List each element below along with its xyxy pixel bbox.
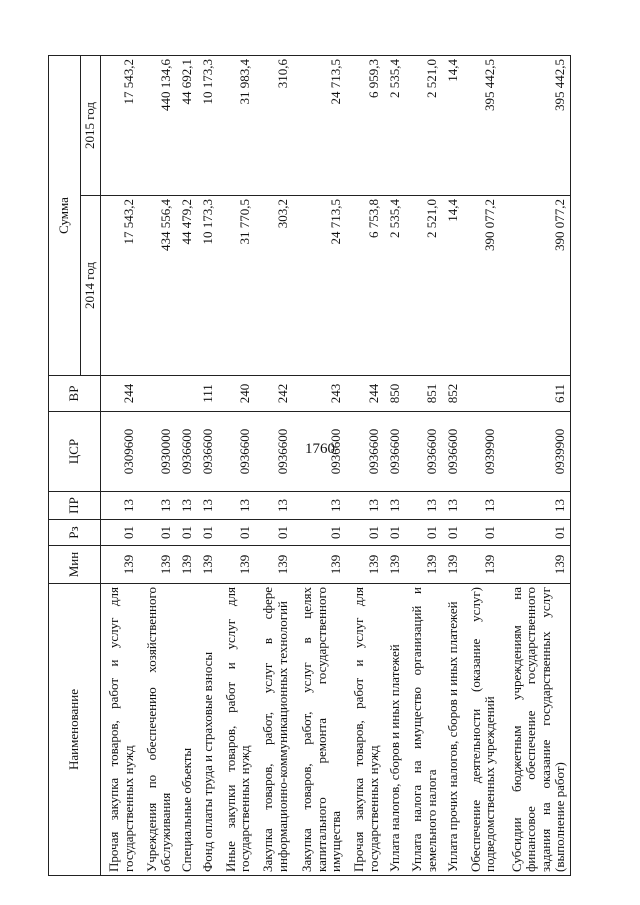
cell-rz: 01 xyxy=(101,520,139,546)
cell-name: Уплата прочих налогов, сборов и иных платежей xyxy=(441,584,462,876)
table-row xyxy=(500,56,571,876)
cell-2015: 24 713,5 xyxy=(292,56,346,196)
cell-csr: 0939900 xyxy=(462,412,499,492)
cell-2015: 395 442,5 xyxy=(500,56,571,196)
cell-vr: 244 xyxy=(346,376,383,412)
cell-pr: 13 xyxy=(197,492,218,520)
table-row xyxy=(383,56,404,876)
header-csr: ЦСР xyxy=(49,412,101,492)
cell-csr: 0939900 xyxy=(500,412,571,492)
cell-2015: 6 959,3 xyxy=(346,56,383,196)
cell-min: 139 xyxy=(218,546,255,584)
cell-2014: 6 753,8 xyxy=(346,196,383,376)
cell-vr: 244 xyxy=(101,376,139,412)
cell-2014: 17 543,2 xyxy=(101,196,139,376)
cell-csr: 0936600 xyxy=(176,412,197,492)
budget-table xyxy=(48,55,571,876)
rotated-table-container xyxy=(48,56,571,876)
cell-csr: 0936600 xyxy=(404,412,441,492)
header-2014: 2014 год xyxy=(81,196,101,376)
cell-min: 139 xyxy=(404,546,441,584)
table-row xyxy=(176,56,197,876)
header-2015: 2015 год xyxy=(81,56,101,196)
cell-rz: 01 xyxy=(462,520,499,546)
cell-rz: 01 xyxy=(404,520,441,546)
cell-csr: 0936600 xyxy=(346,412,383,492)
cell-name: Учреждения по обеспечению хозяйственного обслуживания xyxy=(138,584,175,876)
cell-rz: 01 xyxy=(500,520,571,546)
cell-pr: 13 xyxy=(346,492,383,520)
cell-rz: 01 xyxy=(138,520,175,546)
cell-2015: 31 983,4 xyxy=(218,56,255,196)
cell-2014: 24 713,5 xyxy=(292,196,346,376)
table-row xyxy=(138,56,175,876)
table-header xyxy=(49,56,101,876)
cell-2015: 310,6 xyxy=(255,56,292,196)
cell-vr: 852 xyxy=(441,376,462,412)
cell-2014: 14,4 xyxy=(441,196,462,376)
cell-min: 139 xyxy=(138,546,175,584)
cell-rz: 01 xyxy=(346,520,383,546)
cell-pr: 13 xyxy=(101,492,139,520)
cell-name: Уплата налога на имущество организаций и земельного налога xyxy=(404,584,441,876)
cell-pr: 13 xyxy=(383,492,404,520)
cell-2014: 10 173,3 xyxy=(197,196,218,376)
cell-2015: 2 535,4 xyxy=(383,56,404,196)
cell-2015: 44 692,1 xyxy=(176,56,197,196)
cell-min: 139 xyxy=(101,546,139,584)
cell-name: Прочая закупка товаров, работ и услуг для государственных нужд xyxy=(346,584,383,876)
cell-name: Закупка товаров, работ, услуг в сфере информационно-коммуникационных технологий xyxy=(255,584,292,876)
cell-min: 139 xyxy=(383,546,404,584)
table-row xyxy=(255,56,292,876)
cell-csr: 0936600 xyxy=(218,412,255,492)
cell-2014: 2 535,4 xyxy=(383,196,404,376)
table-body xyxy=(101,56,571,876)
cell-pr: 13 xyxy=(292,492,346,520)
cell-pr: 13 xyxy=(255,492,292,520)
table-row xyxy=(218,56,255,876)
cell-name: Субсидии бюджетным учреждениям на финансовое обеспечение государственного задания на оказание государственных услуг (выполнение работ) xyxy=(500,584,571,876)
cell-min: 139 xyxy=(500,546,571,584)
cell-pr: 13 xyxy=(441,492,462,520)
cell-pr: 13 xyxy=(218,492,255,520)
cell-csr: 0309600 xyxy=(101,412,139,492)
cell-name: Обеспечение деятельности (оказание услуг) подведомственных учреждений xyxy=(462,584,499,876)
cell-vr: 111 xyxy=(197,376,218,412)
cell-2015: 14,4 xyxy=(441,56,462,196)
page-number: 1760 xyxy=(305,441,335,457)
cell-name: Прочая закупка товаров, работ и услуг для государственных нужд xyxy=(101,584,139,876)
cell-min: 139 xyxy=(176,546,197,584)
header-vr: ВР xyxy=(49,376,101,412)
cell-2015: 395 442,5 xyxy=(462,56,499,196)
cell-vr: 242 xyxy=(255,376,292,412)
cell-2014: 390 077,2 xyxy=(462,196,499,376)
cell-rz: 01 xyxy=(176,520,197,546)
cell-vr: 851 xyxy=(404,376,441,412)
cell-vr xyxy=(462,376,499,412)
cell-2014: 303,2 xyxy=(255,196,292,376)
cell-vr xyxy=(176,376,197,412)
cell-vr: 240 xyxy=(218,376,255,412)
cell-min: 139 xyxy=(255,546,292,584)
cell-name: Иные закупки товаров, работ и услуг для государственных нужд xyxy=(218,584,255,876)
cell-name: Закупка товаров, работ, услуг в целях капитального ремонта государственного имущества xyxy=(292,584,346,876)
cell-pr: 13 xyxy=(176,492,197,520)
cell-2015: 10 173,3 xyxy=(197,56,218,196)
header-pr: ПР xyxy=(49,492,101,520)
cell-min: 139 xyxy=(197,546,218,584)
cell-name: Фонд оплаты труда и страховые взносы xyxy=(197,584,218,876)
cell-min: 139 xyxy=(441,546,462,584)
cell-2015: 2 521,0 xyxy=(404,56,441,196)
cell-2014: 434 556,4 xyxy=(138,196,175,376)
cell-rz: 01 xyxy=(292,520,346,546)
table-row xyxy=(101,56,139,876)
cell-2015: 440 134,6 xyxy=(138,56,175,196)
table-row xyxy=(404,56,441,876)
cell-vr: 850 xyxy=(383,376,404,412)
cell-2014: 44 479,2 xyxy=(176,196,197,376)
cell-pr: 13 xyxy=(138,492,175,520)
cell-csr: 0936600 xyxy=(292,412,346,492)
cell-csr: 0936600 xyxy=(441,412,462,492)
cell-rz: 01 xyxy=(255,520,292,546)
cell-rz: 01 xyxy=(441,520,462,546)
header-sum: Сумма xyxy=(49,56,81,376)
cell-min: 139 xyxy=(346,546,383,584)
cell-pr: 13 xyxy=(404,492,441,520)
cell-2014: 390 077,2 xyxy=(500,196,571,376)
cell-2014: 2 521,0 xyxy=(404,196,441,376)
cell-2015: 17 543,2 xyxy=(101,56,139,196)
cell-min: 139 xyxy=(292,546,346,584)
cell-min: 139 xyxy=(462,546,499,584)
table-row xyxy=(346,56,383,876)
cell-rz: 01 xyxy=(197,520,218,546)
cell-name: Специальные объекты xyxy=(176,584,197,876)
header-rz: Рз xyxy=(49,520,101,546)
table-row xyxy=(292,56,346,876)
table-row xyxy=(462,56,499,876)
cell-csr: 0936600 xyxy=(255,412,292,492)
cell-pr: 13 xyxy=(500,492,571,520)
header-name: Наименование xyxy=(49,584,101,876)
cell-vr: 243 xyxy=(292,376,346,412)
cell-csr: 0936600 xyxy=(383,412,404,492)
cell-rz: 01 xyxy=(383,520,404,546)
cell-csr: 0936600 xyxy=(197,412,218,492)
cell-vr xyxy=(138,376,175,412)
cell-2014: 31 770,5 xyxy=(218,196,255,376)
cell-rz: 01 xyxy=(218,520,255,546)
cell-csr: 0930000 xyxy=(138,412,175,492)
table-row xyxy=(441,56,462,876)
cell-name: Уплата налогов, сборов и иных платежей xyxy=(383,584,404,876)
cell-pr: 13 xyxy=(462,492,499,520)
header-min: Мин xyxy=(49,546,101,584)
table-row xyxy=(197,56,218,876)
cell-vr: 611 xyxy=(500,376,571,412)
